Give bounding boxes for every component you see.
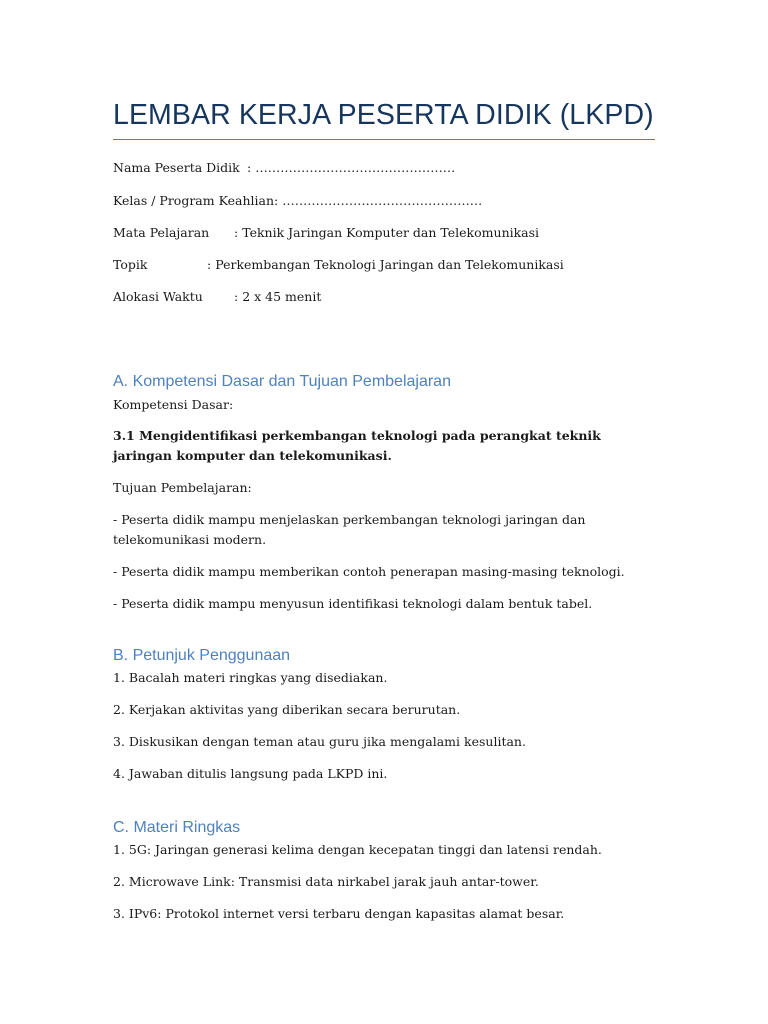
title-underline (113, 139, 655, 140)
field-label: Kelas / Program Keahlian: (113, 193, 279, 208)
materi-item: 1. 5G: Jaringan generasi kelima dengan kecepatan tinggi dan latensi rendah. (113, 842, 602, 857)
section-b-heading: B. Petunjuk Penggunaan (113, 647, 291, 664)
field-value: Teknik Jaringan Komputer dan Telekomunikasi (242, 225, 540, 240)
tujuan-pembelajaran-label: Tujuan Pembelajaran: (113, 480, 252, 495)
kompetensi-dasar-text: 3.1 Mengidentifikasi perkembangan teknologi pada perangkat teknik jaringan komputer dan telekomunikasi. (113, 428, 601, 463)
field-alokasi-waktu (113, 289, 321, 305)
field-kelas-program-keahlian (113, 193, 482, 209)
field-value: Perkembangan Teknologi Jaringan dan Telekomunikasi (215, 257, 564, 272)
section-a-heading: A. Kompetensi Dasar dan Tujuan Pembelajaran (113, 373, 451, 390)
tujuan-item: - Peserta didik mampu menyusun identifikasi teknologi dalam bentuk tabel. (113, 596, 593, 611)
field-separator: : (207, 257, 212, 272)
materi-item: 2. Microwave Link: Transmisi data nirkabel jarak jauh antar-tower. (113, 874, 539, 889)
section-c-heading: C. Materi Ringkas (113, 819, 241, 836)
petunjuk-item: 3. Diskusikan dengan teman atau guru jika mengalami kesulitan. (113, 734, 526, 749)
field-nama-peserta-didik (113, 160, 455, 176)
field-separator: : (247, 160, 252, 175)
field-label: Alokasi Waktu (113, 289, 203, 304)
field-separator: : (234, 289, 239, 304)
field-mata-pelajaran (113, 225, 539, 241)
petunjuk-item: 1. Bacalah materi ringkas yang disediakan. (113, 670, 388, 685)
tujuan-item: - Peserta didik mampu menjelaskan perkembangan teknologi jaringan dan telekomunikasi modern. (113, 512, 586, 547)
field-separator: : (234, 225, 239, 240)
kompetensi-dasar-label: Kompetensi Dasar: (113, 397, 234, 412)
tujuan-item: - Peserta didik mampu memberikan contoh penerapan masing-masing teknologi. (113, 564, 625, 579)
field-topik (113, 257, 564, 273)
field-value: ………………………………………… (282, 193, 483, 208)
field-value: 2 x 45 menit (242, 289, 322, 304)
field-label: Mata Pelajaran (113, 225, 210, 240)
field-label: Topik (113, 257, 148, 272)
field-value: ………………………………………… (255, 160, 456, 175)
field-label: Nama Peserta Didik (113, 160, 240, 175)
materi-item: 3. IPv6: Protokol internet versi terbaru dengan kapasitas alamat besar. (113, 906, 565, 921)
petunjuk-item: 4. Jawaban ditulis langsung pada LKPD ini. (113, 766, 388, 781)
petunjuk-item: 2. Kerjakan aktivitas yang diberikan secara berurutan. (113, 702, 461, 717)
document-title: LEMBAR KERJA PESERTA DIDIK (LKPD) (113, 99, 654, 131)
